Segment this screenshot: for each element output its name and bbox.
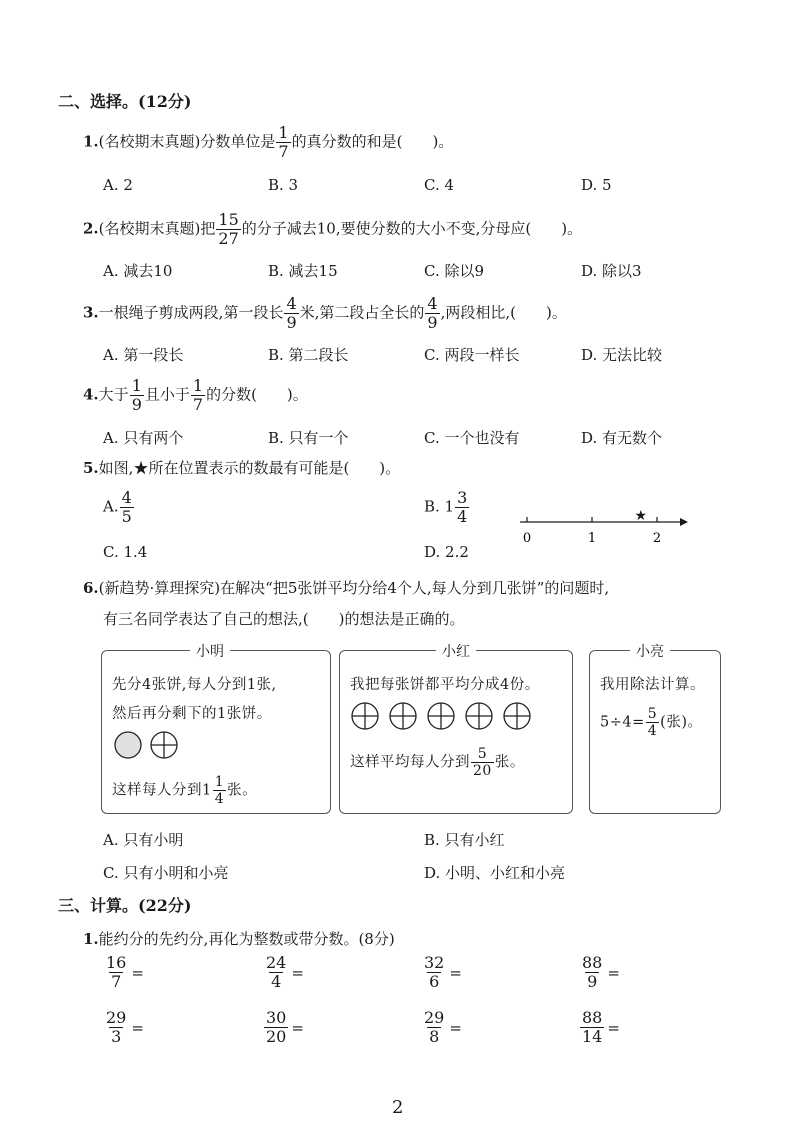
question-number: 1. — [83, 132, 99, 151]
fraction: $\frac{88}{14}$ — [582, 1008, 603, 1046]
question-text: ,两段相比,( )。 — [440, 303, 567, 322]
calc-item[interactable] — [103, 1010, 144, 1045]
question-number: 2. — [83, 219, 99, 238]
calc-item[interactable] — [421, 955, 462, 990]
option-c[interactable]: C. 一个也没有 — [424, 429, 520, 447]
pie-illustration — [112, 729, 182, 761]
question-1 — [83, 125, 453, 160]
number-line-tick-label: 1 — [587, 531, 597, 546]
question-text: 的分数( )。 — [206, 385, 308, 404]
option-d[interactable]: D. 除以3 — [581, 262, 642, 280]
question-number: 1. — [83, 930, 99, 948]
star-icon: ★ — [634, 508, 648, 524]
question-text: 能约分的先约分,再化为整数或带分数。(8分) — [98, 930, 395, 948]
option-b[interactable]: B. 3 — [268, 176, 299, 194]
equals-sign: = — [131, 1018, 144, 1037]
section-2-title: 二、选择。(12分) — [58, 92, 192, 111]
question-text: 把 — [200, 219, 216, 238]
question-6 — [83, 577, 609, 598]
question-text: 如图,★所在位置表示的数最有可能是( )。 — [98, 459, 401, 477]
option-a[interactable]: A. 只有两个 — [103, 429, 184, 447]
whole-pie-icon — [115, 732, 141, 758]
question-text: 有三名同学表达了自己的想法,( )的想法是正确的。 — [103, 610, 465, 628]
question-2 — [83, 212, 582, 247]
option-d[interactable]: D. 无法比较 — [581, 346, 663, 364]
fraction: $\frac{29}{3}$ — [106, 1008, 127, 1046]
fraction: $\frac{4}{9}$ — [286, 294, 297, 332]
equals-sign: = — [291, 1018, 304, 1037]
option-d[interactable]: D. 有无数个 — [581, 429, 663, 447]
option-b[interactable]: B. 第二段长 — [268, 346, 349, 364]
number-line — [515, 500, 690, 550]
xiaoliang-box — [589, 644, 721, 814]
page-number: 2 — [392, 1097, 404, 1118]
question-text: 一根绳子剪成两段,第一段长 — [98, 303, 284, 322]
question-tag: (名校期末真题) — [98, 219, 201, 238]
calc-item[interactable] — [263, 955, 304, 990]
fraction: $\frac{15}{27}$ — [218, 210, 239, 248]
arrow-icon — [680, 518, 688, 526]
question-tag: (新趋势·算理探究) — [98, 579, 221, 597]
question-text: 大于 — [98, 385, 129, 404]
option-d[interactable]: D. 5 — [581, 176, 612, 194]
calc-question-1 — [83, 928, 395, 949]
calc-item[interactable] — [579, 1010, 620, 1045]
fraction: $\frac{1}{7}$ — [192, 376, 204, 414]
option-c[interactable]: C. 两段一样长 — [424, 346, 520, 364]
calc-item[interactable] — [579, 955, 620, 990]
question-number: 4. — [83, 385, 99, 404]
box-text: 先分4张饼,每人分到1张, — [112, 677, 277, 693]
fraction: $\frac{4}{5}$ — [121, 488, 132, 526]
box-text: 这样平均每人分到 $\frac{5}{20}$ 张。 — [350, 746, 525, 779]
option-label: B. 1 — [424, 497, 455, 516]
option-c[interactable]: C. 4 — [424, 176, 455, 194]
question-text: 的真分数的和是( )。 — [291, 132, 454, 151]
option-b[interactable]: B. 只有一个 — [268, 429, 349, 447]
option-label: A. — [103, 497, 119, 516]
number-line-tick-label: 2 — [652, 531, 662, 546]
fraction: $\frac{1}{9}$ — [131, 376, 142, 414]
box-text: 5÷4= $\frac{5}{4}$ (张)。 — [600, 706, 703, 739]
xiaoming-box — [101, 644, 331, 814]
question-text: 在解决“把5张饼平均分给4个人,每人分到几张饼”的问题时, — [220, 579, 610, 597]
fraction: $\frac{16}{7}$ — [106, 953, 127, 991]
box-text: 我用除法计算。 — [600, 677, 705, 693]
calc-item[interactable] — [103, 955, 144, 990]
section-3-title: 三、计算。(22分) — [58, 896, 192, 915]
option-a[interactable]: A. 2 — [103, 176, 133, 194]
fraction: $\frac{1}{4}$ — [214, 774, 225, 807]
equals-sign: = — [607, 963, 620, 982]
question-4 — [83, 378, 308, 413]
option-a[interactable] — [103, 490, 135, 525]
fraction: $\frac{3}{4}$ — [457, 488, 468, 526]
xiaohong-box — [339, 644, 573, 814]
equals-sign: = — [291, 963, 304, 982]
fraction: $\frac{4}{9}$ — [427, 294, 438, 332]
option-d[interactable]: D. 小明、小红和小亮 — [424, 864, 566, 882]
fraction: $\frac{24}{4}$ — [266, 953, 287, 991]
equals-sign: = — [449, 963, 462, 982]
option-c[interactable]: C. 除以9 — [424, 262, 485, 280]
option-a[interactable]: A. 只有小明 — [103, 831, 184, 849]
question-text: 分数单位是 — [200, 132, 276, 151]
option-d[interactable]: D. 2.2 — [424, 543, 469, 561]
box-text: 这样每人分到1 $\frac{1}{4}$ 张。 — [112, 774, 258, 807]
box-text: 然后再分剩下的1张饼。 — [112, 706, 272, 722]
fraction: $\frac{88}{9}$ — [582, 953, 603, 991]
fraction: $\frac{32}{6}$ — [424, 953, 445, 991]
fraction: $\frac{1}{7}$ — [278, 123, 289, 161]
calc-item[interactable] — [263, 1010, 304, 1045]
question-number: 5. — [83, 459, 99, 477]
fraction: $\frac{5}{4}$ — [647, 706, 658, 739]
equals-sign: = — [607, 1018, 620, 1037]
question-3 — [83, 296, 567, 331]
question-number: 6. — [83, 579, 99, 597]
box-text: 我把每张饼都平均分成4份。 — [350, 677, 540, 693]
option-a[interactable]: A. 减去10 — [103, 262, 173, 280]
box-title: 小明 — [190, 641, 230, 661]
calc-item[interactable] — [421, 1010, 462, 1045]
question-text: 米,第二段占全长的 — [299, 303, 425, 322]
option-b[interactable]: B. 只有小红 — [424, 831, 505, 849]
question-tag: (名校期末真题) — [98, 132, 201, 151]
option-b[interactable] — [424, 490, 470, 525]
pie-illustration — [350, 699, 550, 733]
question-text: 且小于 — [144, 385, 190, 404]
fraction: $\frac{30}{20}$ — [266, 1008, 287, 1046]
question-text: 的分子减去10,要使分数的大小不变,分母应( )。 — [241, 219, 583, 238]
option-b[interactable]: B. 减去15 — [268, 262, 338, 280]
box-title: 小亮 — [630, 641, 670, 661]
equals-sign: = — [449, 1018, 462, 1037]
option-a[interactable]: A. 第一段长 — [103, 346, 184, 364]
option-c[interactable]: C. 只有小明和小亮 — [103, 864, 229, 882]
box-title: 小红 — [436, 641, 476, 661]
number-line-tick-label: 0 — [522, 531, 532, 546]
question-number: 3. — [83, 303, 99, 322]
equals-sign: = — [131, 963, 144, 982]
option-c[interactable]: C. 1.4 — [103, 543, 148, 561]
question-5 — [83, 457, 400, 478]
fraction: $\frac{5}{20}$ — [473, 746, 492, 779]
fraction: $\frac{29}{8}$ — [424, 1008, 445, 1046]
